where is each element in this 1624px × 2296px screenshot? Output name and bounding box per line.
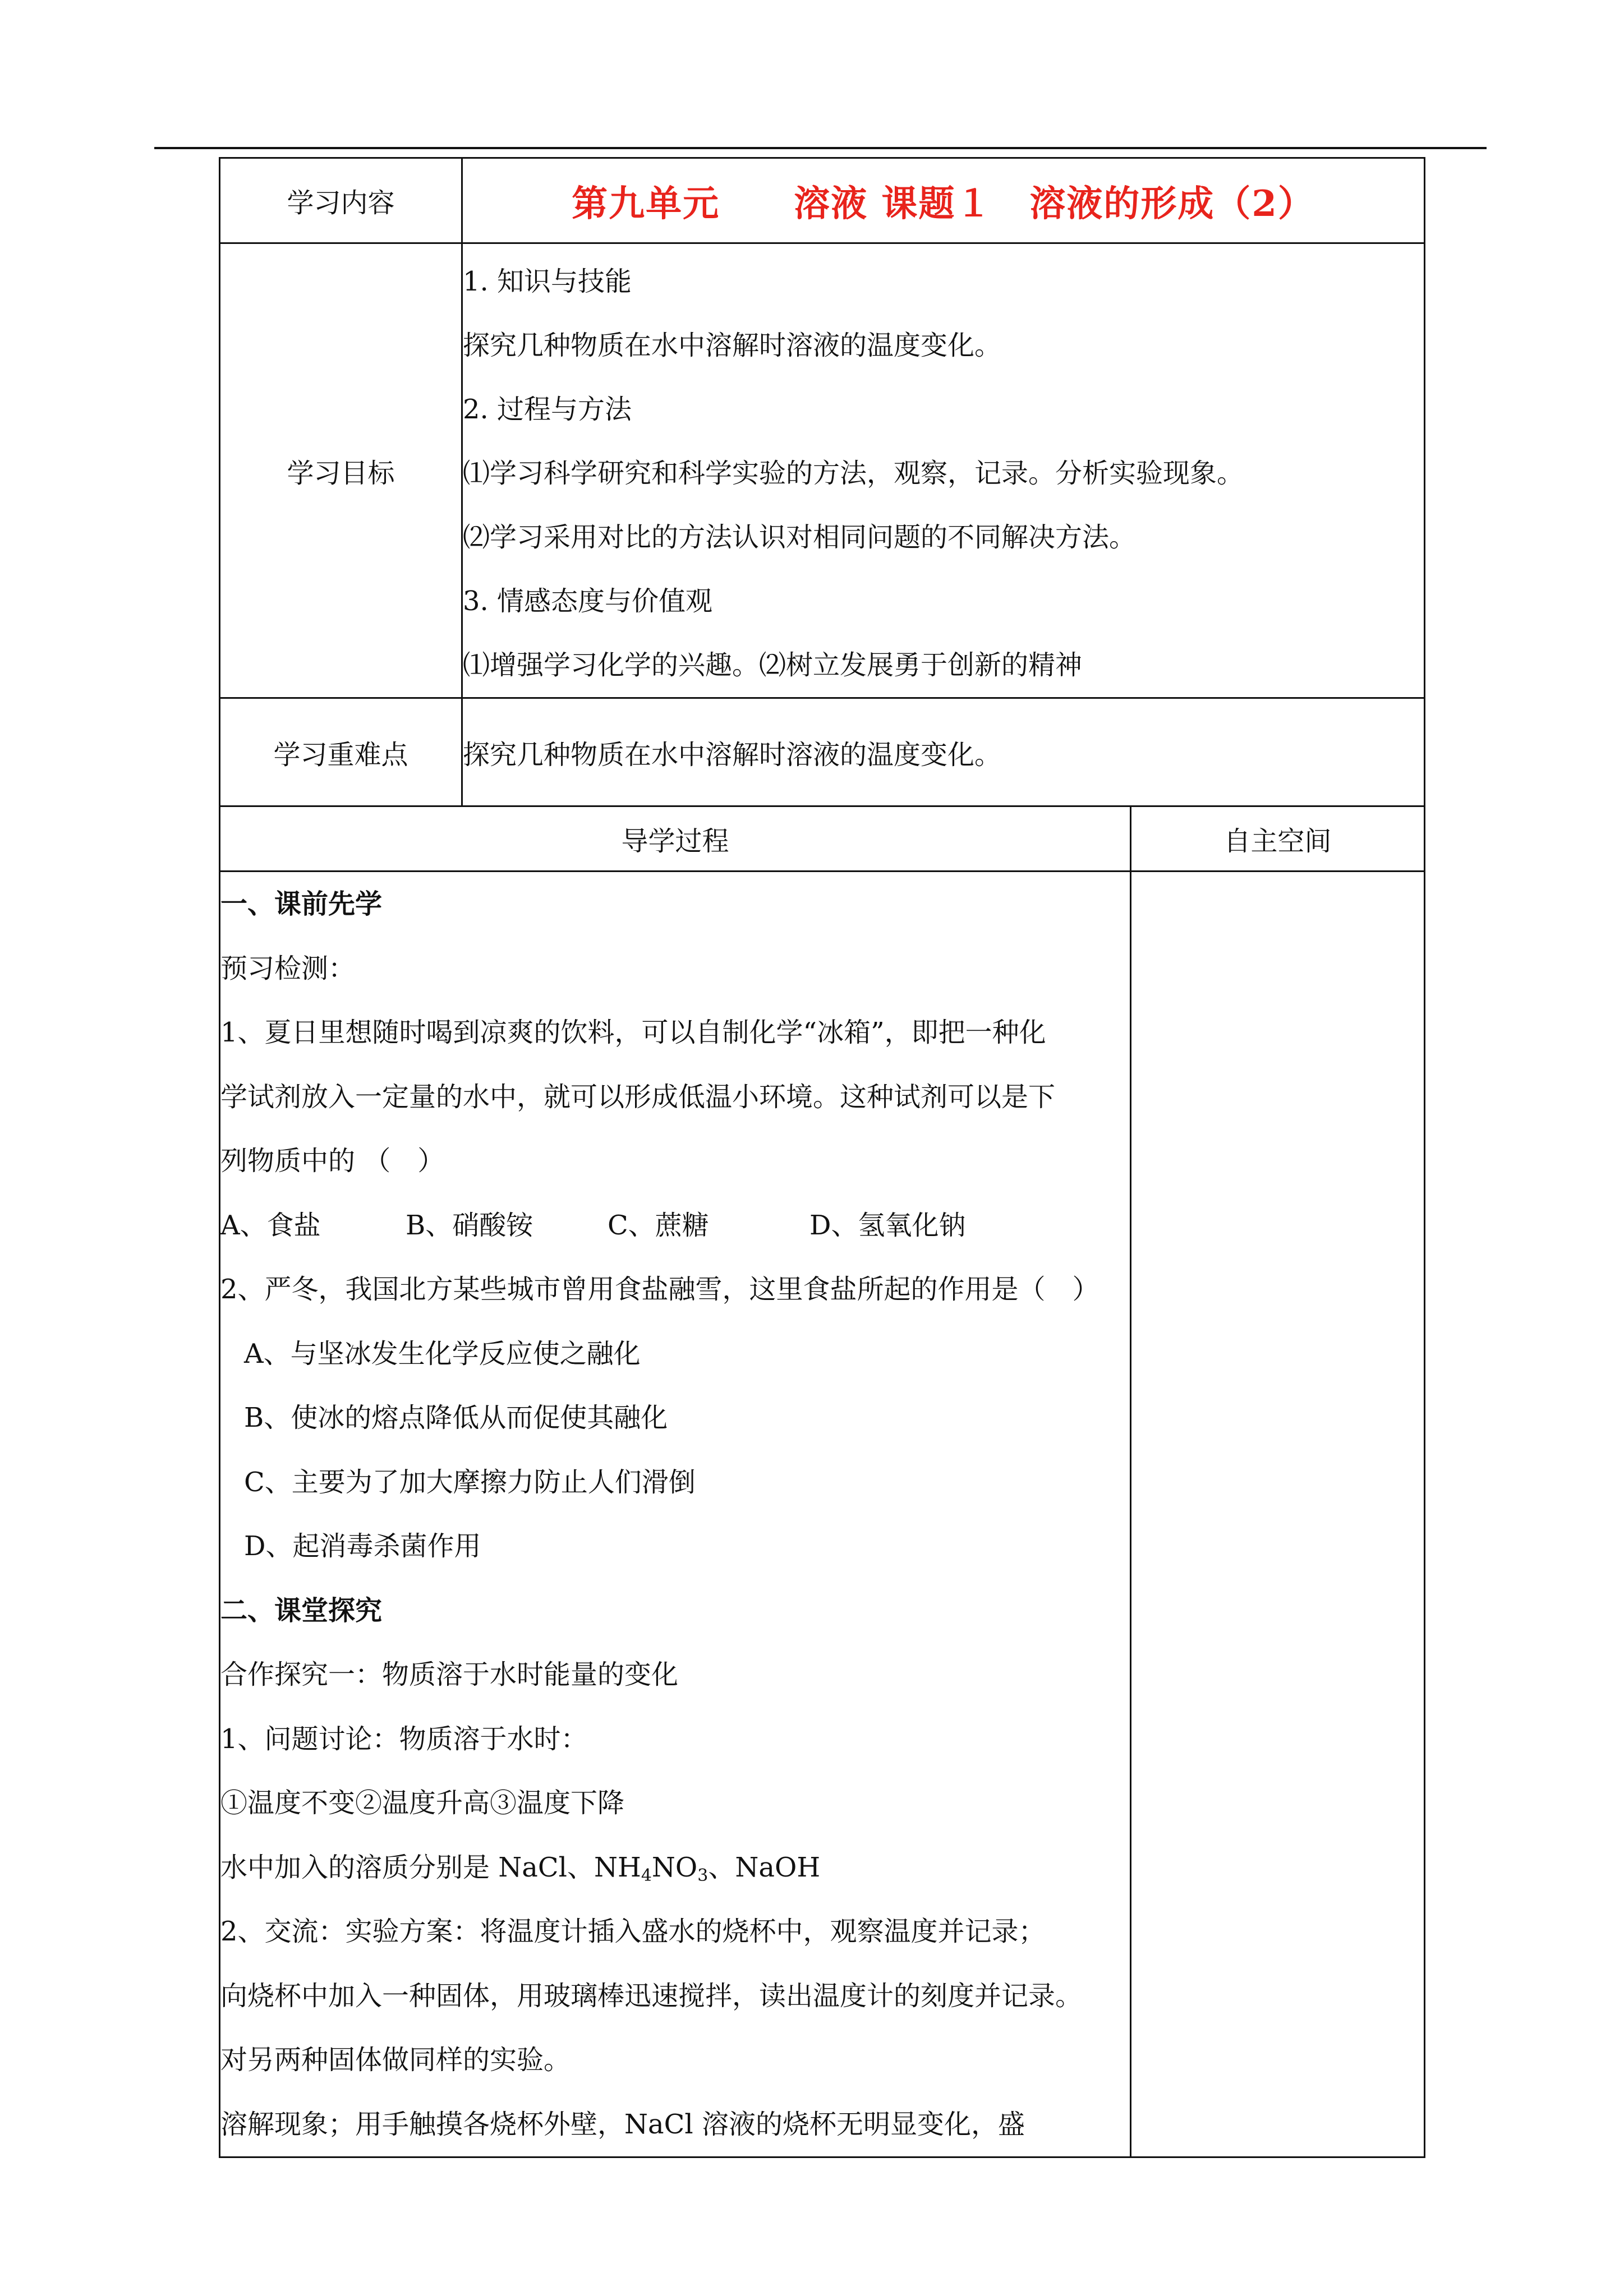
item-line: 1、问题讨论：物质溶于水时： <box>220 1723 588 1755</box>
guide-content <box>220 872 1131 2157</box>
solute-prefix: 水中加入的溶质分别是 NaCl、NH <box>220 1851 641 1883</box>
goals-label: 学习目标 <box>220 243 462 698</box>
item-line: 向烧杯中加入一种固体，用玻璃棒迅速搅拌，读出温度计的刻度并记录。 <box>220 1980 1083 2012</box>
q2-option-a: A、与坚冰发生化学反应使之融化 <box>244 1338 641 1370</box>
guide-column-header: 导学过程 <box>220 806 1131 872</box>
q1-option-c: C、蔗糖 <box>608 1209 709 1241</box>
row-content <box>220 872 1425 2157</box>
coop-title: 合作探究一：物质溶于水时能量的变化 <box>220 1659 679 1690</box>
q2-option-b: B、使冰的熔点降低从而促使其融化 <box>244 1402 668 1433</box>
solute-suffix: 、NaOH <box>708 1851 821 1883</box>
item-line: 2、交流：实验方案：将温度计插入盛水的烧杯中，观察温度并记录； <box>220 1916 1046 1947</box>
difficulty-label: 学习重难点 <box>220 698 462 806</box>
lesson-table <box>219 157 1425 2158</box>
section-title: 二、课堂探究 <box>220 1594 383 1626</box>
row-goals <box>220 243 1425 698</box>
section-title: 一、课前先学 <box>220 888 383 920</box>
q1-option-b: B、硝酸铵 <box>406 1209 533 1241</box>
header-rule <box>154 147 1487 149</box>
row-title <box>220 158 1425 243</box>
preview-label: 预习检测： <box>220 952 356 984</box>
solute-sub-4: 4 <box>641 1865 652 1885</box>
solute-mid: NO <box>651 1851 698 1883</box>
item-line: 对另两种固体做同样的实验。 <box>220 2044 571 2076</box>
item-line: 溶解现象；用手触摸各烧杯外壁，NaCl 溶液的烧杯无明显变化，盛 <box>220 2108 1025 2140</box>
temps-line: ①温度不变②温度升高③温度下降 <box>220 1787 625 1819</box>
q1-options <box>220 1193 1130 1258</box>
row-difficulty <box>220 698 1425 806</box>
goal-line: 3. 情感态度与价值观 <box>463 585 713 617</box>
solute-sub-3: 3 <box>697 1865 709 1885</box>
solute-line <box>220 1836 1130 1900</box>
q1-option-d: D、氢氧化钠 <box>809 1209 966 1241</box>
question-line: 列物质中的 （ ） <box>220 1145 445 1177</box>
space-column-header: 自主空间 <box>1131 806 1425 872</box>
question-line: 1、夏日里想随时喝到凉爽的饮料，可以自制化学“冰箱”，即把一种化 <box>220 1017 1046 1048</box>
question-line: 2、严冬，我国北方某些城市曾用食盐融雪，这里食盐所起的作用是（ ） <box>220 1274 1099 1305</box>
difficulty-text: 探究几种物质在水中溶解时溶液的温度变化。 <box>462 698 1425 806</box>
goal-line: ⑴增强学习化学的兴趣。⑵树立发展勇于创新的精神 <box>463 649 1083 681</box>
goal-line: 1. 知识与技能 <box>463 266 632 297</box>
goal-line: ⑴学习科学研究和科学实验的方法，观察，记录。分析实验现象。 <box>463 458 1244 489</box>
space-content <box>1131 872 1425 2157</box>
page-title: 第九单元 溶液 课题１ 溶液的形成（2） <box>462 158 1425 243</box>
title-label: 学习内容 <box>220 158 462 243</box>
row-column-headers <box>220 806 1425 872</box>
goal-line: 2. 过程与方法 <box>463 394 632 425</box>
goals-content <box>462 243 1425 698</box>
goal-line: ⑵学习采用对比的方法认识对相同问题的不同解决方法。 <box>463 522 1137 553</box>
q1-option-a: A、食盐 <box>220 1209 321 1241</box>
q2-option-d: D、起消毒杀菌作用 <box>244 1530 481 1562</box>
q2-option-c: C、主要为了加大摩擦力防止人们滑倒 <box>244 1466 696 1498</box>
question-line: 学试剂放入一定量的水中，就可以形成低温小环境。这种试剂可以是下 <box>220 1081 1056 1113</box>
goal-line: 探究几种物质在水中溶解时溶液的温度变化。 <box>463 330 1002 361</box>
